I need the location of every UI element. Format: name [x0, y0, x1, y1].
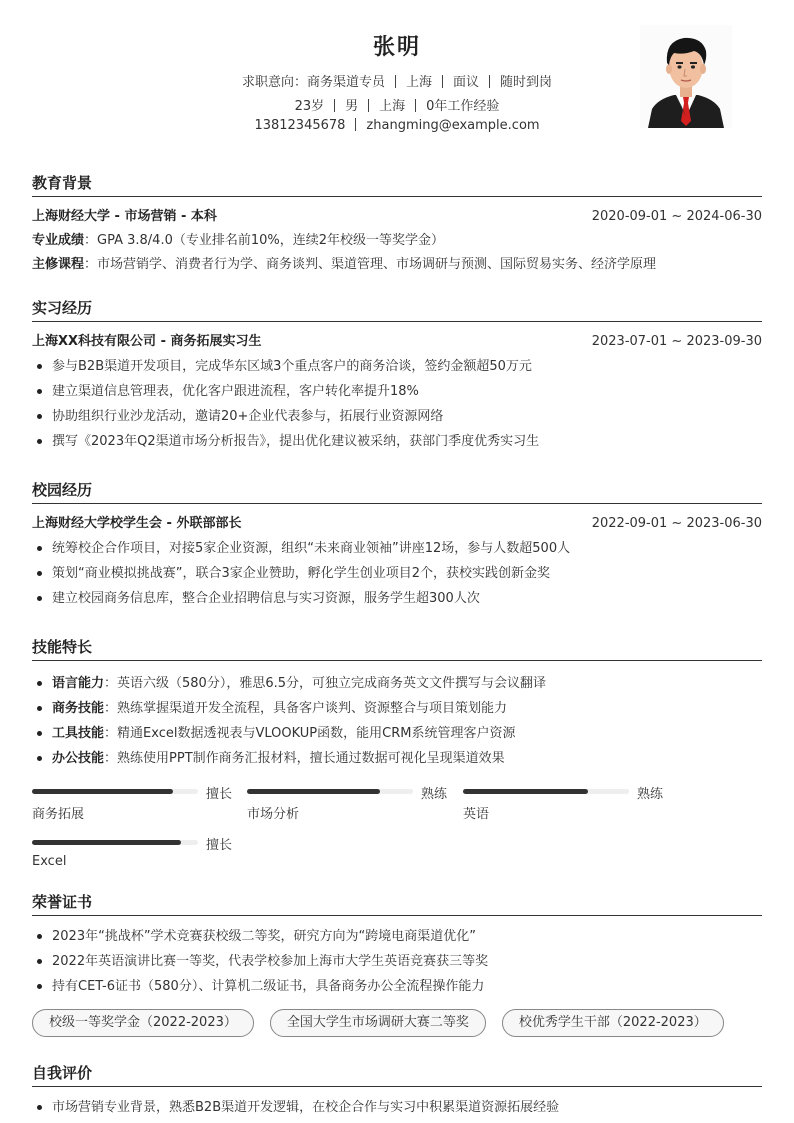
avatar-illustration-icon: [640, 25, 732, 128]
progress-track: [32, 789, 198, 794]
campus-row: [32, 512, 762, 536]
skills-bullets: [32, 671, 762, 771]
skill-name: 市场分析: [247, 807, 300, 822]
candidate-name: 张明: [372, 35, 421, 60]
honors-section: [32, 891, 762, 999]
grades-line: [32, 229, 762, 253]
list-item: 参与B2B渠道开发项目，完成华东区域3个重点客户的商务洽谈，签约金额超50万元: [32, 354, 762, 379]
progress-fill: [32, 840, 181, 845]
education-date: 2020-09-01 ~ 2024-06-30: [591, 209, 762, 224]
list-item: 撰写《2023年Q2渠道市场分析报告》，提出优化建议被采纳，获部门季度优秀实习生: [32, 429, 762, 454]
skill-label: 商务技能: [52, 701, 105, 716]
progress-fill: [32, 789, 173, 794]
grades-label: 专业成绩: [32, 233, 85, 248]
progress-fill: [247, 789, 380, 794]
skills-section: [32, 636, 762, 771]
internship-section: [32, 297, 762, 454]
honor-tag: 校级一等奖学金（2022-2023）: [32, 1009, 254, 1037]
list-item: 建立校园商务信息库，整合企业招聘信息与实习资源，服务学生超300人次: [32, 586, 762, 611]
courses-label: 主修课程: [32, 257, 85, 272]
self-evaluation-section: [32, 1062, 762, 1120]
school-major-degree: 上海财经大学 - 市场营销 - 本科: [32, 209, 217, 224]
section-title: 自我评价: [32, 1064, 93, 1082]
phone: 13812345678: [254, 118, 346, 133]
list-item: 协助组织行业沙龙活动，邀请20+企业代表参与，拓展行业资源网络: [32, 404, 762, 429]
divider: [395, 75, 396, 88]
experience: 0年工作经验: [426, 99, 500, 114]
honor-tag: 校优秀学生干部（2022-2023）: [502, 1009, 724, 1037]
progress-track: [32, 840, 198, 845]
list-item: 统筹校企合作项目，对接5家企业资源，组织“未来商业领袖”讲座12场，参与人数超500人: [32, 536, 762, 561]
campus-bullets: [32, 536, 762, 611]
section-divider: [32, 915, 762, 916]
internship-bullets: [32, 354, 762, 454]
target-city: 上海: [405, 75, 432, 90]
section-title: 教育背景: [32, 174, 93, 192]
section-divider: [32, 503, 762, 504]
honor-tag: 全国大学生市场调研大赛二等奖: [270, 1009, 486, 1037]
divider: [355, 118, 356, 131]
section-title: 荣誉证书: [32, 893, 93, 911]
section-divider: [32, 1086, 762, 1087]
progress-fill: [463, 789, 588, 794]
skill-label: 语言能力: [52, 676, 105, 691]
section-divider: [32, 660, 762, 661]
skill-text: ：英语六级（580分），雅思6.5分，可独立完成商务英文文件撰写与会议翻译: [104, 676, 547, 691]
list-item: [32, 671, 762, 696]
list-item: [32, 721, 762, 746]
job-intention: 求职意向：商务渠道专员: [241, 75, 385, 90]
progress-track: [463, 789, 629, 794]
section-divider: [32, 196, 762, 197]
internship-date: 2023-07-01 ~ 2023-09-30: [591, 334, 762, 349]
age: 23岁: [294, 99, 325, 114]
availability: 随时到岗: [500, 75, 553, 90]
education-row: [32, 205, 762, 229]
honor-tags: [32, 1009, 724, 1037]
divider: [489, 75, 490, 88]
divider: [415, 99, 416, 112]
skill-label: 办公技能: [52, 751, 105, 766]
campus-section: [32, 479, 762, 611]
resume-header: [32, 0, 762, 150]
skill-text: ：熟练使用PPT制作商务汇报材料，擅长通过数据可视化呈现渠道效果: [104, 751, 505, 766]
honors-bullets: [32, 924, 762, 999]
skill-bars: [32, 780, 762, 875]
list-item: 2023年“挑战杯”学术竞赛获校级二等奖，研究方向为“跨境电商渠道优化”: [32, 924, 762, 949]
skill-text: ：熟练掌握渠道开发全流程，具备客户谈判、资源整合与项目策划能力: [104, 701, 508, 716]
organization-role: 上海财经大学校学生会 - 外联部部长: [32, 516, 242, 531]
section-divider: [32, 321, 762, 322]
avatar-photo: [640, 25, 732, 128]
divider: [368, 99, 369, 112]
skill-bar-business-development: [32, 780, 242, 825]
list-item: [32, 696, 762, 721]
skill-bar-english: [463, 780, 673, 825]
skill-bar-excel: [32, 831, 242, 876]
email: zhangming@example.com: [366, 118, 540, 133]
internship-row: [32, 330, 762, 354]
company-position: 上海XX科技有限公司 - 商务拓展实习生: [32, 334, 262, 349]
divider: [334, 99, 335, 112]
skill-level: 熟练: [637, 787, 664, 802]
list-item: 市场营销专业背景，熟悉B2B渠道开发逻辑，在校企合作与实习中积累渠道资源拓展经验: [32, 1095, 762, 1120]
skill-level: 熟练: [421, 787, 448, 802]
list-item: 策划“商业模拟挑战赛”，联合3家企业赞助，孵化学生创业项目2个，获校实践创新金奖: [32, 561, 762, 586]
campus-date: 2022-09-01 ~ 2023-06-30: [591, 516, 762, 531]
skill-text: ：精通Excel数据透视表与VLOOKUP函数，能用CRM系统管理客户资源: [104, 726, 516, 741]
progress-track: [247, 789, 413, 794]
education-section: [32, 172, 762, 277]
self-evaluation-bullets: [32, 1095, 762, 1120]
list-item: [32, 746, 762, 771]
skill-level: 擅长: [206, 787, 233, 802]
skill-level: 擅长: [206, 838, 233, 853]
location: 上海: [379, 99, 406, 114]
list-item: 建立渠道信息管理表，优化客户跟进流程，客户转化率提升18%: [32, 379, 762, 404]
skill-name: 英语: [463, 807, 490, 822]
courses-line: [32, 253, 762, 277]
section-title: 校园经历: [32, 481, 93, 499]
courses-value: ：市场营销学、消费者行为学、商务谈判、渠道管理、市场调研与预测、国际贸易实务、经济学原理: [84, 257, 657, 272]
gender: 男: [345, 99, 359, 114]
skill-name: 商务拓展: [32, 807, 85, 822]
list-item: 2022年英语演讲比赛一等奖，代表学校参加上海市大学生英语竞赛获三等奖: [32, 949, 762, 974]
skill-bar-market-analysis: [247, 780, 457, 825]
section-title: 实习经历: [32, 299, 93, 317]
section-title: 技能特长: [32, 638, 93, 656]
divider: [442, 75, 443, 88]
skill-name: Excel: [32, 854, 67, 869]
salary: 面议: [453, 75, 480, 90]
grades-value: ：GPA 3.8/4.0（专业排名前10%，连续2年校级一等奖学金）: [84, 233, 445, 248]
skill-label: 工具技能: [52, 726, 105, 741]
list-item: 持有CET-6证书（580分）、计算机二级证书，具备商务办公全流程操作能力: [32, 974, 762, 999]
